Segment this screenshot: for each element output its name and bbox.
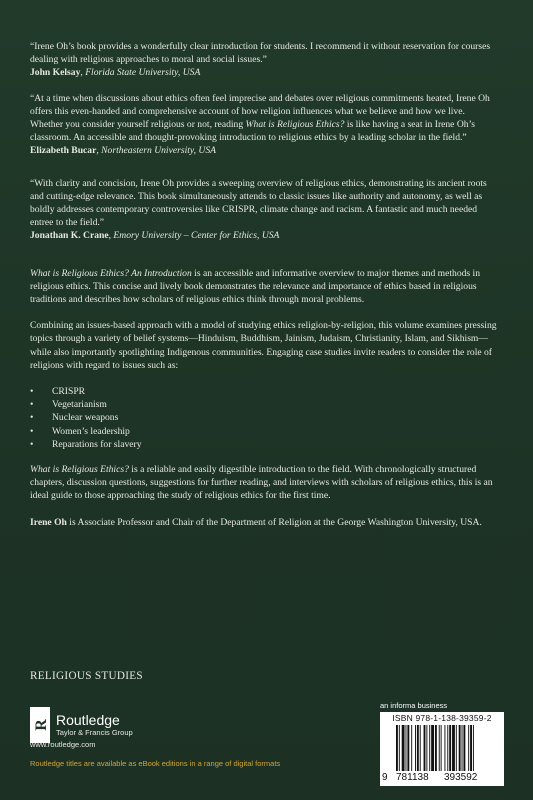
barcode-digits-right: 393592: [444, 772, 478, 783]
barcode-panel: [380, 712, 504, 786]
endorser-affiliation: Emory University – Center for Ethics, USA: [113, 230, 280, 242]
publisher-logo: [30, 707, 133, 743]
barcode-digit-lead: 9: [382, 772, 388, 783]
list-item: • CRISPR: [30, 385, 500, 398]
endorsement-2: “At a time when discussions about ethics often feel imprecise and debates over religious commitments heated, Irene Oh offers this even-handed and comprehensive account of how religion influences what we believe and how we live. Whether you consider yourself religious or not, reading What is Religious Ethics? is like having a seat in Irene Oh’s classroom. An accessible and thought-provoking introduction to religious ethics by a leading scholar in the field.” Elizabeth Bucar, Northeastern University, USA: [30, 92, 500, 158]
endorser-name: Elizabeth Bucar: [30, 145, 97, 157]
list-item: • Women’s leadership: [30, 425, 500, 438]
list-item: • Nuclear weapons: [30, 411, 500, 424]
back-cover-text: [30, 40, 500, 542]
routledge-logo-icon: [30, 707, 50, 743]
book-title: What is Religious Ethics?: [245, 119, 345, 131]
book-title: What is Religious Ethics? An Introduction: [30, 267, 192, 279]
ebook-note: Routledge titles are available as eBook editions in a range of digital formats: [30, 759, 281, 768]
endorser-affiliation: Northeastern University, USA: [101, 145, 217, 157]
endorser-name: John Kelsay: [30, 67, 81, 79]
endorser-name: Jonathan K. Crane: [30, 230, 109, 242]
publisher-group: Taylor & Francis Group: [56, 727, 133, 737]
publisher-name: Routledge: [56, 711, 120, 728]
publisher-website[interactable]: www.routledge.com: [30, 740, 96, 749]
endorsement-3: “With clarity and concision, Irene Oh provides a sweeping overview of religious ethics, demonstrating its ancient roots and cutting-edge relevance. This book simultaneously attends to classic issues like authority and autonomy, as well as boldly addresses contemporary controversies like CRISPR, climate change and racism. A fantastic and much needed entree to the field.” Jonathan K. Crane, Emory University – Center for Ethics, USA: [30, 177, 500, 243]
subject-category: RELIGIOUS STUDIES: [30, 670, 143, 682]
author-name: Irene Oh: [30, 516, 67, 528]
endorsement-text: “With clarity and concision, Irene Oh provides a sweeping overview of religious ethics, demonstrating its ancient roots and cutting-edge relevance. This book simultaneously attends to classic issues like authority and autonomy, as well as boldly addresses contemporary controversies like CRISPR, climate change and racism. A fantastic and much needed entree to the field.”: [30, 177, 487, 229]
endorsement-text: “At a time when discussions about ethics often feel imprecise and debates over religious commitments heated, Irene Oh offers this even-handed and comprehensive account of how religion influences what we believe and how we live. Whether you consider yourself religious or not, reading What is Religious Ethics? is like having a seat in Irene Oh’s classroom. An accessible and thought-provoking introduction to religious ethics by a leading scholar in the field.”: [30, 92, 490, 144]
barcode-digits-left: 781138: [396, 772, 429, 783]
description-paragraph-3: What is Religious Ethics? is a reliable and easily digestible introduction to the field. With chronologically structured chapters, discussion questions, suggestions for further reading, and interviews with scholars of religious ethics, this is an ideal guide to those approaching the study of religious ethics for the first time.: [30, 464, 493, 502]
informa-tagline: an informa business: [380, 701, 448, 710]
endorser-affiliation: Florida State University, USA: [85, 67, 201, 79]
description-paragraph-1: What is Religious Ethics? An Introduction is an accessible and informative overview to major themes and methods in religious ethics. This concise and lively book demonstrates the relevance and importance of ethics based in religious traditions and describes how scholars of religious ethics think through moral problems.: [30, 267, 481, 306]
endorsement-1: “Irene Oh’s book provides a wonderfully clear introduction for students. I recommend it without reservation for courses dealing with religious approaches to moral and social issues.” John Kelsay, Florida State University, USA: [30, 40, 500, 80]
list-item: • Reparations for slavery: [30, 438, 500, 451]
list-item: • Vegetarianism: [30, 398, 500, 411]
isbn-text: ISBN 978-1-138-39359-2: [392, 713, 492, 723]
logo-mark-letter: R: [33, 719, 50, 731]
barcode-image: [386, 725, 498, 773]
author-bio: Irene Oh is Associate Professor and Chair of the Department of Religion at the George Washington University, USA.: [30, 516, 482, 528]
issues-list: [30, 385, 500, 451]
description-paragraph-2: Combining an issues-based approach with a model of studying ethics religion-by-religion, this volume examines pressing topics through a variety of belief systems—Hinduism, Buddhism, Jainism, Judaism, Christianity, Islam, and Sikhism—while also importantly spotlighting Indigenous communities. Engaging case studies invite readers to consider the role of religions with regard to issues such as:: [30, 320, 497, 371]
book-title: What is Religious Ethics?: [30, 464, 129, 476]
endorsement-text: “Irene Oh’s book provides a wonderfully clear introduction for students. I recommend it without reservation for courses dealing with religious approaches to moral and social issues.”: [30, 41, 491, 66]
